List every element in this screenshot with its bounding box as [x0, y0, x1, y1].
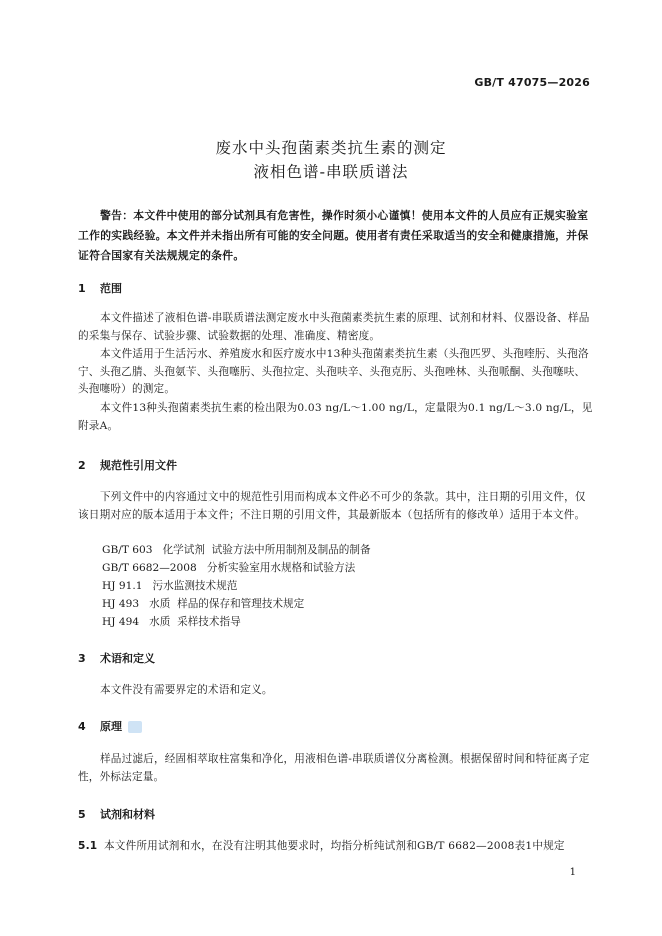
section-title: 试剂和材料: [100, 808, 155, 821]
section-number: 3: [78, 652, 86, 665]
section-1-heading: [78, 280, 122, 296]
document-title-line1: 废水中头孢菌素类抗生素的测定: [215, 139, 447, 157]
section-3-heading: [78, 650, 155, 666]
section-4-heading: [78, 718, 142, 734]
section-number: 1: [78, 282, 86, 295]
section-2-heading: [78, 457, 177, 473]
section-1-paragraph-1: 本文件描述了液相色谱-串联质谱法测定废水中头孢菌素类抗生素的原理、试剂和材料、仪器设备、样品的采集与保存、试验步骤、试验数据的处理、准确度、精密度。: [78, 312, 590, 342]
section-title: 术语和定义: [100, 652, 155, 665]
standard-number: GB/T 47075—2026: [474, 76, 590, 89]
annotation-icon[interactable]: [128, 721, 142, 733]
clause-number: 5.1: [78, 840, 98, 852]
reference-item: HJ 91.1 污水监测技术规范: [102, 580, 238, 592]
section-number: 4: [78, 720, 86, 733]
section-5-heading: [78, 806, 155, 822]
section-number: 5: [78, 808, 86, 821]
section-title: 规范性引用文件: [100, 459, 177, 472]
section-3-text: 本文件没有需要界定的术语和定义。: [100, 684, 273, 696]
clause-text: 本文件所用试剂和水，在没有注明其他要求时，均指分析纯试剂和GB/T 6682—2008表1中规定: [104, 840, 565, 852]
section-2-intro: 下列文件中的内容通过文中的规范性引用而构成本文件必不可少的条款。其中，注日期的引用文件，仅该日期对应的版本适用于本文件；不注日期的引用文件，其最新版本（包括所有的修改单）适用于本文件。: [78, 491, 586, 521]
section-number: 2: [78, 459, 86, 472]
reference-item: GB/T 603 化学试剂 试验方法中所用制剂及制品的制备: [102, 544, 371, 556]
document-title-line2: 液相色谱-串联质谱法: [253, 163, 409, 181]
reference-item: GB/T 6682—2008 分析实验室用水规格和试验方法: [102, 562, 356, 574]
page-number: 1: [569, 867, 576, 878]
reference-item: HJ 494 水质 采样技术指导: [102, 616, 241, 628]
reference-item: HJ 493 水质 样品的保存和管理技术规定: [102, 598, 305, 610]
section-4-text: 样品过滤后，经固相萃取柱富集和净化，用液相色谱-串联质谱仪分离检测。根据保留时间和特征离子定性，外标法定量。: [78, 753, 590, 783]
safety-warning: 警告：本文件中使用的部分试剂具有危害性，操作时须小心谨慎！使用本文件的人员应有正规实验室工作的实践经验。本文件并未指出所有可能的安全问题。使用者有责任采取适当的安全和健康措施，并保证符合国家有关法规规定的条件。: [78, 209, 589, 262]
clause-5-1: [78, 838, 594, 856]
section-title: 范围: [100, 282, 122, 295]
section-title: 原理: [100, 720, 122, 733]
section-1-paragraph-2: 本文件适用于生活污水、养殖废水和医疗废水中13种头孢菌素类抗生素（头孢匹罗、头孢喹肟、头孢洛宁、头孢乙腈、头孢氨苄、头孢噻肟、头孢拉定、头孢呋辛、头孢克肟、头孢唑林、头孢哌酮、头孢噻呋、头孢噻吩）的测定。: [78, 348, 589, 395]
section-1-paragraph-3: 本文件13种头孢菌素类抗生素的检出限为0.03 ng/L～1.00 ng/L，定量限为0.1 ng/L～3.0 ng/L，见附录A。: [78, 402, 593, 432]
